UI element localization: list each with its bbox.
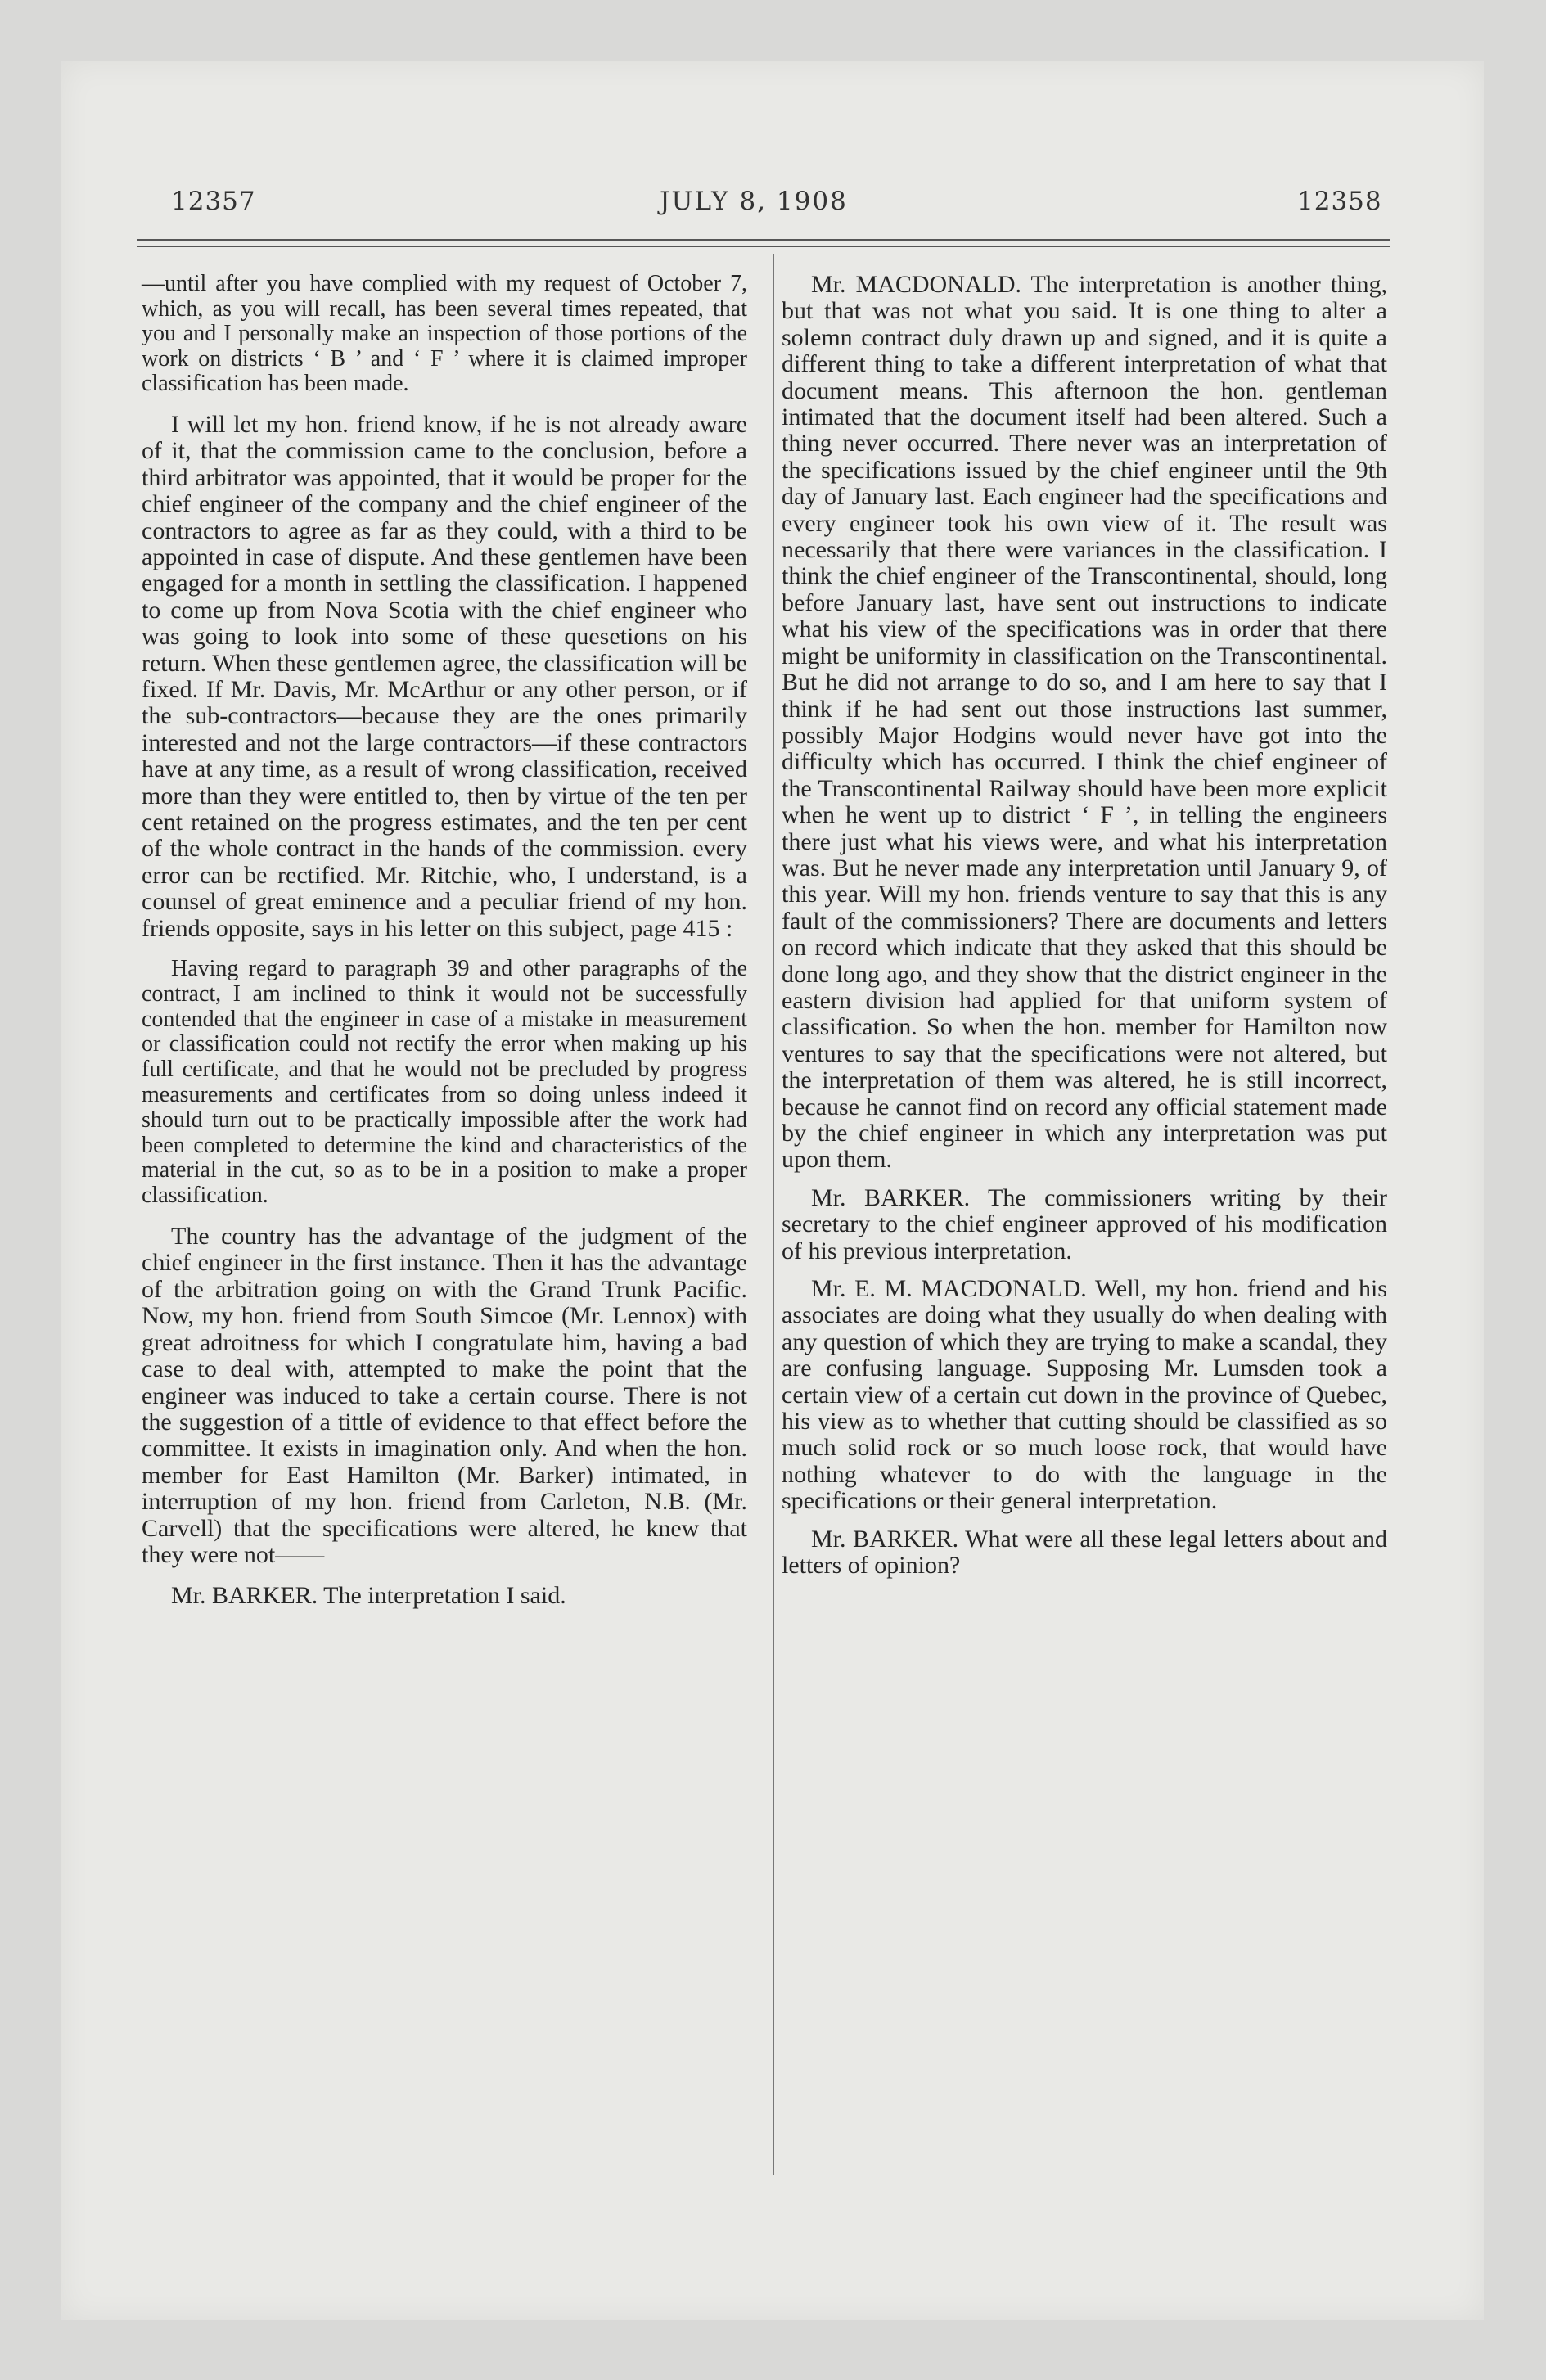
left-block-quote: Having regard to paragraph 39 and other paragraphs of the contract, I am inclined to think it would not be successfully contended that the engineer in case of a mistake in measurement or classification could not rectify the error when making up his full certificate, and that he would not be precluded by progress measurements and certificates from so doing unless indeed it should turn out to be practically impossible after the work had been completed to determine the kind and characteristics of the material in the cut, so as to be in a position to make a proper classification. [142, 956, 747, 1209]
right-paragraph-3: Mr. E. M. MACDONALD. Well, my hon. friend and his associates are doing what they usually do when dealing with any question of which they are trying to make a scandal, they are confusing language. Supposing Mr. Lumsden took a certain view of a certain cut down in the province of Quebec, his view as to whether that cutting should be classified as so much solid rock or so much loose rock, that would have nothing whatever to do with the language in the specifications or their general interpretation. [782, 1275, 1387, 1515]
left-page-number: 12357 [171, 187, 256, 216]
page-date: JULY 8, 1908 [660, 187, 848, 216]
left-column [142, 272, 747, 1621]
right-paragraph-2: Mr. BARKER. The commissioners writing by their secretary to the chief engineer approved of his modification of his previous interpretation. [782, 1183, 1387, 1264]
right-column [782, 272, 1387, 1591]
right-page-number: 12358 [1297, 187, 1382, 216]
left-paragraph-4: Mr. BARKER. The interpretation I said. [171, 1582, 566, 1610]
right-paragraph-4: Mr. BARKER. What were all these legal letters about and letters of opinion? [782, 1525, 1387, 1580]
right-paragraph-1: Mr. MACDONALD. The interpretation is another thing, but that was not what you said. It is one thing to alter a solemn contract duly drawn up and signed, and it is quite a different thing to take a different interpretation of what that document means. This afternoon the hon. gentleman intimated that the document itself had been altered. Such a thing never occurred. There never was an interpretation of the specifications issued by the chief engineer until the 9th day of January last. Each engineer had the specifications and every engineer took his own view of it. The result was necessarily that there were variances in the classification. I think the chief engineer of the Transcontinental, should, long before January last, have sent out instructions to indicate what his view of the specifications was in order that there might be uniformity in classification on the Transcontinental. But he did not arrange to do so, and I am here to say that I think if he had sent out those instructions last summer, possibly Major Hodgins would never have got into the difficulty which has occurred. I think the chief engineer of the Transcontinental Railway should have been more explicit when he went up to district ‘ F ’, in telling the engineers there just what his views were, and what his interpretation was. But he never made any interpretation until January 9, of this year. Will my hon. friends venture to say that this is any fault of the commissioners? There are documents and letters on record which indicate that they asked that this should be done long ago, and they show that the district engineer in the eastern division had applied for that uniform system of classification. So when the hon. member for Hamilton now ventures to say that the specifications were not altered, but the interpretation of them was altered, he is still incorrect, because he cannot find on record any official statement made by the chief engineer in which any interpretation was put upon them. [782, 271, 1387, 1174]
left-paragraph-1: —until after you have complied with my request of October 7, which, as you will recall, has been several times repeated, that you and I personally make an inspection of those portions of the work on districts ‘ B ’ and ‘ F ’ where it is claimed improper classification has been made. [142, 271, 747, 397]
header-rule-bottom [137, 246, 1390, 247]
header-rule-top [137, 239, 1390, 241]
left-paragraph-2: I will let my hon. friend know, if he is not already aware of it, that the commission came to the conclusion, before a third arbitrator was appointed, that it would be proper for the chief engineer of the company and the chief engineer of the contractors to agree as far as they could, with a third to be appointed in case of dispute. And these gentlemen have been engaged for a month in settling the classification. I happened to come up from Nova Scotia with the chief engineer who was going to look into some of these quesetions on his return. When these gentlemen agree, the classification will be fixed. If Mr. Davis, Mr. McArthur or any other person, or if the sub-contractors—because they are the ones primarily interested and not the large contractors—if these contractors have at any time, as a result of wrong classification, received more than they were entitled to, then by virtue of the ten per cent retained on the progress estimates, and the ten per cent of the whole contract in the hands of the commission. every error can be rectified. Mr. Ritchie, who, I understand, is a counsel of great eminence and a peculiar friend of my hon. friends opposite, says in his letter on this subject, page 415 : [142, 410, 747, 942]
column-divider [773, 254, 774, 2175]
left-paragraph-3: The country has the advantage of the judgment of the chief engineer in the first instance. Then it has the advantage of the arbitration going on with the Grand Trunk Pacific. Now, my hon. friend from South Simcoe (Mr. Lennox) with great adroitness for which I congratulate him, having a bad case to deal with, attempted to make the point that the engineer was induced to take a certain course. There is not the suggestion of a tittle of evidence to that effect before the committee. It exists in imagination only. And when the hon. member for East Hamilton (Mr. Barker) intimated, in interruption of my hon. friend from Carleton, N.B. (Mr. Carvell) that the specifications were altered, he knew that they were not—— [142, 1223, 747, 1568]
